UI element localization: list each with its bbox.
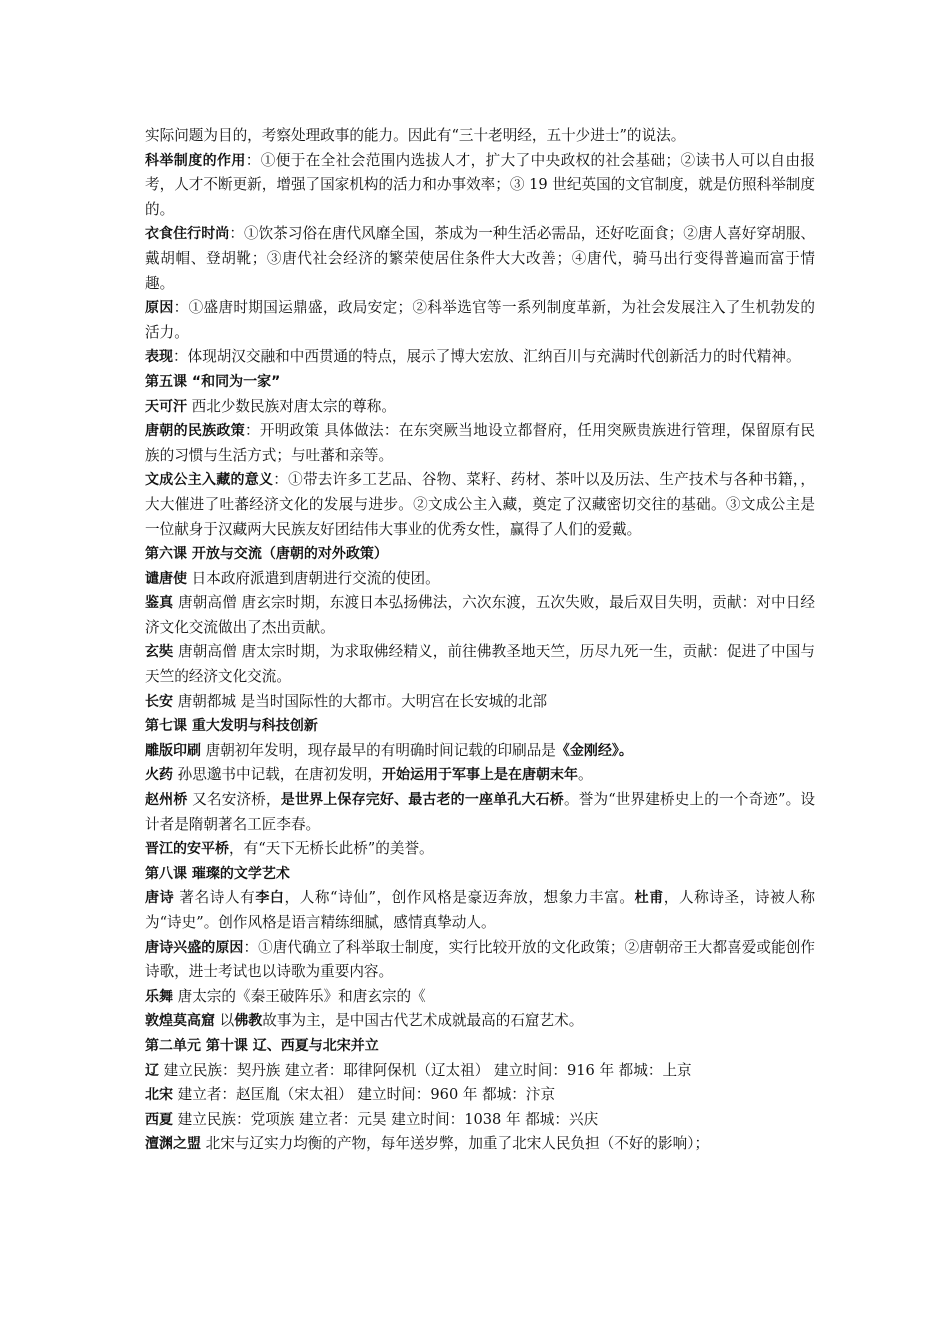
bold-term: 长安 xyxy=(145,693,173,710)
paragraph xyxy=(145,936,815,985)
paragraph xyxy=(145,788,815,837)
text-run: 故事为主，是中国古代艺术成就最高的石窟艺术。 xyxy=(262,1012,584,1030)
bold-term: 科举制度的作用 xyxy=(145,152,246,169)
text-run: 日本政府派遣到唐朝进行交流的使团。 xyxy=(187,569,440,587)
paragraph xyxy=(145,886,815,935)
bold-term: 乐舞 xyxy=(145,988,173,1005)
paragraph xyxy=(145,1132,815,1157)
bold-term: 晋江的安平桥 xyxy=(145,841,229,858)
bold-term: 《金刚经》。 xyxy=(555,742,633,759)
paragraph xyxy=(145,468,815,542)
bold-term: 火药 xyxy=(145,767,173,784)
bold-term: 文成公主入藏的意义 xyxy=(145,472,274,489)
text-run: 唐朝高僧 唐玄宗时期，东渡日本弘扬佛法，六次东渡，五次失败，最后双目失明，贡献：对中日经济文化交流做出了杰出贡献。 xyxy=(145,594,815,636)
paragraph xyxy=(145,739,815,764)
paragraph xyxy=(145,690,815,715)
paragraph xyxy=(145,345,815,370)
text-run: 建立民族：契丹族 建立者：耶律阿保机（辽太祖） 建立时间：916 年 都城：上京 xyxy=(159,1061,692,1079)
text-run: 建立民族：党项族 建立者：元昊 建立时间：1038 年 都城：兴庆 xyxy=(173,1110,599,1128)
paragraph xyxy=(145,862,815,887)
bold-term: 澶渊之盟 xyxy=(145,1136,201,1153)
paragraph xyxy=(145,395,815,420)
text-run: ：①便于在全社会范围内选拔人才，扩大了中央政权的社会基础；②读书人可以自由报考，人才不断更新，增强了国家机构的活力和办事效率；③ 19 世纪英国的文官制度，就是仿照科举制度的。 xyxy=(145,151,815,218)
text-run: ：体现胡汉交融和中西贯通的特点，展示了博大宏放、汇纳百川与充满时代创新活力的时代精神。 xyxy=(173,348,801,366)
paragraph xyxy=(145,714,815,739)
text-run: 唐朝初年发明，现存最早的有明确时间记载的印刷品是 xyxy=(201,741,556,759)
text-run: 建立者：赵匡胤（宋太祖） 建立时间：960 年 都城：汴京 xyxy=(173,1086,556,1104)
bold-term: 雕版印刷 xyxy=(145,742,201,759)
text-run: 又名安济桥， xyxy=(187,791,281,809)
text-run: 北宋与辽实力均衡的产物，每年送岁弊，加重了北宋人民负担（不好的影响）； xyxy=(201,1135,710,1153)
bold-term: 表现 xyxy=(145,349,173,366)
bold-term: 第七课 重大发明与科技创新 xyxy=(145,718,318,735)
text-run: 孙思邈书中记载，在唐初发明， xyxy=(173,766,382,784)
text-run: ，有“天下无桥长此桥”的美誉。 xyxy=(229,840,434,858)
bold-term: 是世界上保存完好、最古老的一座单孔大石桥 xyxy=(280,792,564,809)
bold-term: 北宋 xyxy=(145,1087,173,1104)
bold-term: 佛教 xyxy=(234,1013,263,1030)
text-run: 唐朝都城 是当时国际性的大都市。大明宫在长安城的北部 xyxy=(173,692,548,710)
paragraph xyxy=(145,124,815,149)
bold-term: 玄奘 xyxy=(145,644,174,661)
text-run: 以 xyxy=(215,1012,235,1030)
text-run: ：①盛唐时期国运鼎盛，政局安定；②科举选官等一系列制度革新，为社会发展注入了生机勃发的活力。 xyxy=(145,299,816,341)
bold-term: 敦煌莫高窟 xyxy=(145,1013,215,1030)
bold-term: 唐朝的民族政策 xyxy=(145,423,245,440)
paragraph xyxy=(145,419,815,468)
bold-term: 第二单元 第十课 辽、西夏与北宋并立 xyxy=(145,1037,379,1054)
paragraph xyxy=(145,567,815,592)
paragraph xyxy=(145,222,815,296)
text-run: 唐太宗的《秦王破阵乐》和唐玄宗的《 xyxy=(173,987,426,1005)
paragraph xyxy=(145,985,815,1010)
text-run: ，人称“诗仙”，创作风格是豪迈奔放，想象力丰富。 xyxy=(284,889,635,907)
bold-term: 开始运用于军事上是在唐朝末年 xyxy=(381,767,578,784)
bold-term: 衣食住行时尚 xyxy=(145,226,230,243)
text-run: 实际问题为目的，考察处理政事的能力。因此有“三十老明经，五十少进士”的说法。 xyxy=(145,127,686,144)
paragraph xyxy=(145,763,815,788)
bold-term: 赵州桥 xyxy=(145,792,188,809)
text-run: 著名诗人有 xyxy=(174,889,256,907)
paragraph xyxy=(145,640,815,689)
bold-term: 李白 xyxy=(255,890,285,907)
bold-term: 西夏 xyxy=(145,1111,173,1128)
bold-term: 鉴真 xyxy=(145,595,174,612)
paragraph xyxy=(145,542,815,567)
paragraph xyxy=(145,1059,815,1084)
text-run: 。誉为“世界建桥史上的一个奇迹”。设计者是隋朝著名工匠李春。 xyxy=(145,791,816,833)
paragraph xyxy=(145,1108,815,1133)
text-run: ：①饮茶习俗在唐代风靡全国，茶成为一种生活必需品，还好吃面食；②唐人喜好穿胡服、戴胡帽、登胡靴；③唐代社会经济的繁荣使居住条件大大改善；④唐代，骑马出行变得普遍而富于情趣。 xyxy=(145,225,816,292)
paragraph xyxy=(145,1083,815,1108)
bold-term: 唐诗 xyxy=(145,890,175,907)
text-run: ：①唐代确立了科举取士制度，实行比较开放的文化政策；②唐朝帝王大都喜爱或能创作诗歌，进士考试也以诗歌为重要内容。 xyxy=(145,938,816,981)
paragraph xyxy=(145,296,815,345)
text-run: ：①带去许多工艺品、谷物、菜籽、药材、茶叶以及历法、生产技术与各种书籍，，大大催进了吐蕃经济文化的发展与进步。②文成公主入藏，奠定了汉藏密切交往的基础。③文成公主是一位献身于汉藏两大民族友好团结伟大事业的优秀女性，赢得了人们的爱戴。 xyxy=(145,471,815,538)
text-run: ：开明政策 具体做法：在东突厥当地设立都督府，任用突厥贵族进行管理，保留原有民族的习惯与生活方式；与吐蕃和亲等。 xyxy=(145,422,815,464)
text-run: 西北少数民族对唐太宗的尊称。 xyxy=(187,397,396,415)
paragraph xyxy=(145,149,815,223)
document-body xyxy=(145,124,815,1157)
bold-term: 杜甫 xyxy=(634,890,664,907)
text-run: 。 xyxy=(577,766,593,784)
text-run: 唐朝高僧 唐太宗时期，为求取佛经精义，前往佛教圣地天竺，历尽九死一生，贡献：促进了中国与天竺的经济文化交流。 xyxy=(145,643,815,686)
paragraph xyxy=(145,1009,815,1034)
bold-term: 天可汗 xyxy=(145,398,187,415)
bold-term: 辽 xyxy=(145,1062,159,1079)
bold-term: 谴唐使 xyxy=(145,570,187,587)
bold-term: 第八课 璀璨的文学艺术 xyxy=(145,865,290,882)
bold-term: 唐诗兴盛的原因 xyxy=(145,939,244,956)
text-run: ，人称诗圣，诗被人称为“诗史”。创作风格是语言精练细腻，感情真挚动人。 xyxy=(145,889,816,931)
paragraph xyxy=(145,837,815,862)
bold-term: 第六课 开放与交流（唐朝的对外政策） xyxy=(145,546,388,563)
paragraph xyxy=(145,1034,815,1059)
paragraph xyxy=(145,370,815,395)
bold-term: 第五课 “和同为一家” xyxy=(145,373,281,390)
bold-term: 原因 xyxy=(145,300,174,317)
paragraph xyxy=(145,591,815,640)
